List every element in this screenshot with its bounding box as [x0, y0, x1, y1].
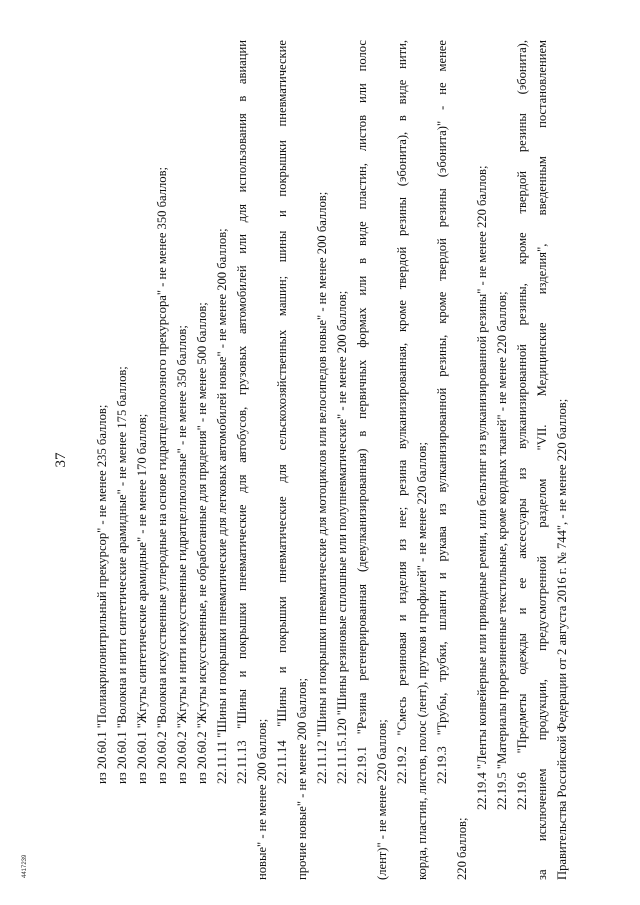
text-line: 22.19.3 "Трубы, трубки, шланги и рукава из вулканизированной резины, кроме твердой резины (эбонита)" - не менее	[435, 40, 449, 784]
text-line: 22.19.5 "Материалы прорезиненные текстильные, кроме кордных тканей" - не менее 220 баллов;	[495, 291, 509, 810]
text-line: 22.11.12 "Шины и покрышки пневматические для мотоциклов или велосипедов новые" - не менее 200 баллов;	[315, 191, 329, 784]
text-line: 22.19.2 "Смесь резиновая и изделия из нее; резина вулканизированная, кроме твердой резины (эбонита), в виде нити,	[395, 40, 409, 784]
text-line: из 20.60.1 "Жгуты синтетические арамидные" - не менее 170 баллов;	[135, 413, 149, 784]
text-line: из 20.60.2 "Волокна искусственные углеродные на основе гидратцеллюлозного прекурсора" - не менее 350 баллов;	[155, 166, 169, 784]
document-id: 4417239	[22, 854, 28, 878]
rotated-content	[52, 40, 580, 880]
text-line: 22.19.4 "Ленты конвейерные или приводные ремни, или бельтинг из вулканизированной резины" - не менее 220 баллов;	[475, 165, 489, 810]
text-line: 22.11.11 "Шины и покрышки пневматические для легковых автомобилей новые" - не менее 200 баллов;	[215, 228, 229, 784]
document-body	[92, 40, 572, 880]
page-number: 37	[53, 452, 69, 468]
text-line: новые" - не менее 200 баллов;	[255, 718, 269, 880]
text-line: 22.11.15.120 "Шины резиновые сплошные или полупневматические" - не менее 200 баллов;	[335, 290, 349, 784]
text-line: 220 баллов;	[455, 817, 469, 880]
text-line: из 20.60.1 "Волокна и нити синтетические арамидные" - не менее 175 баллов;	[115, 366, 129, 784]
text-line: 22.19.6 "Предметы одежды и ее аксессуары из вулканизированной резины, кроме твердой резины (эбонита),	[515, 40, 529, 810]
text-line: из 20.60.2 "Жгуты и нити искусственные гидратцеллюлозные" - не менее 350 баллов;	[175, 325, 189, 784]
text-line: Правительства Российской Федерации от 2 августа 2016 г. № 744", - не менее 220 баллов;	[555, 398, 569, 880]
text-line: корда, пластин, листов, полос (лент), прутков и профилей" - не менее 220 баллов;	[415, 442, 429, 880]
text-line: (лент)" - не менее 220 баллов;	[375, 719, 389, 880]
text-line: 22.11.14 "Шины и покрышки пневматические для сельскохозяйственных машин; шины и покрышки пневматические	[275, 40, 289, 784]
text-line: за исключением продукции, предусмотренной разделом "VII. Медицинские изделия", введенным постановлением	[535, 40, 549, 880]
text-line: 22.19.1 "Резина регенерированная (девулканизированная) в первичных формах или в виде пластин, листов или полос	[355, 40, 369, 784]
text-line: прочие новые" - не менее 200 баллов;	[295, 677, 309, 880]
text-line: из 20.60.2 "Жгуты искусственные, не обработанные для прядения" - не менее 500 баллов;	[195, 302, 209, 784]
text-line: из 20.60.1 "Полиакрилонитрильный прекурсор" - не менее 235 баллов;	[95, 404, 109, 784]
text-line: 22.11.13 "Шины и покрышки пневматические для автобусов, грузовых автомобилей или для использования в авиации	[235, 40, 249, 784]
